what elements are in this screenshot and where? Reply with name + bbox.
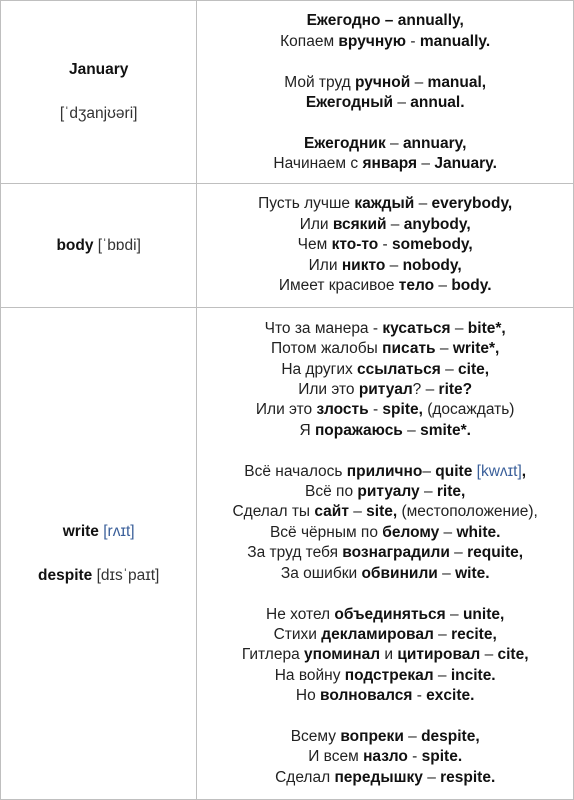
- text-segment: –: [348, 503, 367, 521]
- verse-line: [197, 32, 573, 52]
- bold-segment: подстрекал: [344, 666, 434, 684]
- verse-line: [197, 421, 573, 441]
- text-segment: Потом жалобы: [271, 340, 383, 358]
- text-segment: –: [450, 319, 468, 337]
- text-segment: Всё чёрным по: [269, 523, 383, 541]
- headword-line: [1, 235, 196, 257]
- text-segment: –: [410, 73, 428, 91]
- bold-segment: упоминал: [304, 646, 381, 664]
- stanza: [197, 727, 573, 788]
- verse-line: [197, 380, 573, 400]
- verse-line: [197, 93, 573, 113]
- text-segment: Мой труд: [284, 73, 356, 91]
- bold-segment: nobody,: [402, 256, 462, 274]
- bold-segment: annual.: [410, 94, 465, 111]
- text-segment: Или это: [298, 381, 359, 399]
- text-segment: -: [412, 687, 427, 705]
- table-row: [1, 1, 574, 184]
- bold-segment: волновался: [320, 687, 413, 705]
- stanza: [197, 605, 573, 707]
- verse-line: [197, 768, 573, 788]
- text-segment: -: [378, 236, 393, 254]
- verse-line: [197, 194, 573, 214]
- bold-segment: вопреки: [340, 727, 404, 745]
- word-spacer: [1, 81, 196, 103]
- text-segment: Чем: [297, 236, 332, 254]
- headword-line: [1, 59, 196, 81]
- table-row: [1, 308, 574, 800]
- verse-line: [197, 747, 573, 767]
- bold-segment: всякий: [332, 215, 387, 233]
- bold-segment: вручную: [338, 32, 407, 50]
- bold-segment: Ежегодник: [303, 134, 386, 152]
- bold-segment: excite.: [426, 687, 475, 705]
- verse-line: [197, 360, 573, 380]
- stanza-gap: [197, 52, 573, 72]
- bold-segment: manual,: [427, 73, 487, 91]
- stanza-gap: [197, 113, 573, 133]
- headword: despite: [38, 566, 93, 584]
- bold-segment: ссылаться: [357, 360, 441, 378]
- bold-segment: despite,: [421, 727, 480, 745]
- text-segment: За труд тебя: [247, 544, 343, 562]
- text-segment: –: [445, 605, 463, 623]
- verse-line: [197, 276, 573, 296]
- bold-segment: поражаюсь: [314, 421, 403, 439]
- word-cell: [1, 184, 197, 308]
- bold-segment: кусаться: [382, 319, 451, 337]
- text-segment: –: [386, 215, 404, 233]
- bold-segment: никто: [341, 256, 386, 274]
- text-segment: Сделал: [275, 768, 335, 786]
- bold-segment: белому: [382, 523, 440, 541]
- text-segment: –: [419, 483, 437, 501]
- text-segment: Что за манера -: [264, 319, 383, 337]
- stanza: [197, 73, 573, 114]
- text-segment: Всему: [290, 727, 341, 745]
- text-segment: -: [406, 32, 420, 50]
- bold-segment: Ежегодно – annually,: [306, 12, 464, 30]
- bold-segment: annuary,: [402, 134, 467, 152]
- bold-segment: rite,: [436, 483, 466, 501]
- text-segment: -: [407, 748, 422, 766]
- headword-line: [1, 521, 196, 543]
- text-segment: И всем: [308, 748, 364, 766]
- text-segment: Всё началось: [244, 462, 347, 480]
- headword: January: [68, 61, 129, 78]
- bold-segment: manually.: [419, 32, 491, 50]
- text-segment: –: [435, 340, 453, 358]
- bold-segment: тело: [398, 277, 435, 295]
- text-segment: (досаждать): [422, 401, 515, 419]
- verse-cell: [197, 184, 574, 308]
- text-segment: –: [385, 256, 403, 274]
- bold-segment: write*,: [452, 340, 500, 358]
- verse-cell: [197, 1, 574, 184]
- word-cell: [1, 1, 197, 184]
- bold-segment: злость: [316, 401, 369, 419]
- verse-cell: [197, 308, 574, 800]
- verse-line: [197, 482, 573, 502]
- bold-segment: cite,: [497, 646, 529, 664]
- stanza-gap: [197, 707, 573, 727]
- verse-line: [197, 462, 573, 482]
- verse-line: [197, 502, 573, 522]
- verse-line: [197, 134, 573, 154]
- text-segment: –: [422, 768, 441, 786]
- bold-segment: body.: [451, 277, 492, 295]
- verse-line: [197, 625, 573, 645]
- bold-segment: white.: [456, 523, 501, 541]
- word-cell: [1, 308, 197, 800]
- headword-line: [1, 565, 196, 587]
- bold-segment: кто-то: [331, 236, 379, 254]
- verse-line: [197, 727, 573, 747]
- text-segment: [kwʌɪt]: [472, 462, 522, 480]
- bold-segment: spite.: [421, 748, 463, 766]
- bold-segment: incite.: [450, 666, 496, 684]
- text-segment: Имеет красивое: [278, 277, 399, 295]
- text-segment: Но: [295, 687, 321, 705]
- text-segment: За ошибки: [280, 564, 362, 582]
- verse-line: [197, 319, 573, 339]
- transcription: [ˈdʒanjʊəri]: [59, 105, 138, 122]
- bold-segment: ,: [521, 462, 527, 480]
- verse-line: [197, 256, 573, 276]
- text-segment: Сделал ты: [232, 503, 315, 521]
- text-segment: Я: [299, 421, 315, 439]
- text-segment: и: [380, 646, 398, 664]
- bold-segment: quite: [435, 462, 473, 480]
- bold-segment: recite,: [451, 625, 497, 643]
- text-segment: Не хотел: [266, 605, 335, 623]
- text-segment: (местоположение),: [397, 503, 538, 521]
- bold-segment: requite,: [467, 544, 524, 562]
- text-segment: Всё по: [305, 483, 358, 501]
- stanza-gap: [197, 441, 573, 461]
- bold-segment: anybody,: [403, 215, 471, 233]
- headword: write: [62, 522, 99, 540]
- text-segment: –: [437, 564, 456, 582]
- stanza: [197, 11, 573, 52]
- verse-line: [197, 605, 573, 625]
- transcription: [dɪsˈpaɪt]: [96, 566, 160, 584]
- stanza: [197, 319, 573, 441]
- text-segment: –: [414, 195, 432, 213]
- stanza: [197, 194, 573, 296]
- bold-segment: писать: [382, 340, 436, 358]
- text-segment: Начинаем с: [273, 155, 363, 173]
- text-segment: Или: [308, 256, 342, 274]
- text-segment: На войну: [274, 666, 345, 684]
- text-segment: Или: [299, 215, 333, 233]
- verse-line: [197, 400, 573, 420]
- stanza-gap: [197, 584, 573, 604]
- bold-segment: прилично: [346, 462, 423, 480]
- bold-segment: обвинили: [361, 564, 438, 582]
- text-segment: Или это: [255, 401, 317, 419]
- text-segment: -: [368, 401, 383, 419]
- text-segment: –: [403, 727, 422, 745]
- text-segment: Гитлера: [241, 646, 304, 664]
- text-segment: –: [440, 360, 459, 378]
- verse-line: [197, 523, 573, 543]
- bold-segment: сайт: [314, 503, 349, 521]
- bold-segment: вознаградили: [342, 544, 450, 562]
- verse-line: [197, 235, 573, 255]
- bold-segment: spite,: [382, 401, 423, 419]
- transcription: [rʌɪt]: [103, 522, 135, 540]
- verse-line: [197, 666, 573, 686]
- transcription: [ˈbɒdi]: [97, 236, 141, 254]
- bold-segment: каждый: [354, 195, 415, 213]
- bold-segment: Ежегодный: [305, 94, 394, 111]
- bold-segment: ритуалу: [357, 483, 420, 501]
- bold-segment: unite,: [462, 605, 505, 623]
- headword: body: [56, 236, 94, 254]
- bold-segment: somebody,: [392, 236, 473, 254]
- verse-line: [197, 645, 573, 665]
- verse-line: [197, 215, 573, 235]
- text-segment: ? –: [412, 381, 439, 399]
- bold-segment: января: [362, 155, 418, 173]
- bold-segment: передышку: [334, 768, 423, 786]
- bold-segment: rite?: [438, 381, 473, 399]
- bold-segment: объединяться: [334, 605, 446, 623]
- word-spacer: [1, 543, 196, 565]
- stanza: [197, 134, 573, 175]
- text-segment: –: [434, 277, 452, 295]
- text-segment: –: [385, 134, 403, 152]
- text-segment: –: [422, 462, 436, 480]
- verse-line: [197, 73, 573, 93]
- bold-segment: ритуал: [358, 381, 413, 399]
- table-row: [1, 184, 574, 308]
- bold-segment: cite,: [458, 360, 490, 378]
- stanza: [197, 462, 573, 584]
- verse-line: [197, 339, 573, 359]
- text-segment: –: [417, 155, 435, 173]
- verse-line: [197, 543, 573, 563]
- bold-segment: ручной: [355, 73, 411, 91]
- text-segment: Копаем: [280, 32, 339, 50]
- verse-line: [197, 154, 573, 174]
- text-segment: –: [433, 625, 452, 643]
- text-segment: –: [439, 523, 457, 541]
- bold-segment: цитировал: [397, 646, 481, 664]
- verse-line: [197, 564, 573, 584]
- bold-segment: декламировал: [321, 625, 434, 643]
- bold-segment: назло: [363, 748, 408, 766]
- text-segment: –: [393, 94, 411, 111]
- bold-segment: everybody,: [431, 195, 513, 213]
- bold-segment: site,: [366, 503, 398, 521]
- text-segment: Пусть лучше: [258, 195, 355, 213]
- verse-line: [197, 11, 573, 31]
- text-segment: –: [449, 544, 468, 562]
- text-segment: –: [402, 421, 421, 439]
- bold-segment: smite*.: [420, 421, 471, 439]
- bold-segment: January.: [434, 155, 497, 173]
- text-segment: Стихи: [273, 625, 322, 643]
- text-segment: –: [480, 646, 498, 664]
- verse-line: [197, 686, 573, 706]
- text-segment: –: [433, 666, 451, 684]
- bold-segment: respite.: [440, 768, 496, 786]
- bold-segment: bite*,: [467, 319, 506, 337]
- bold-segment: wite.: [455, 564, 490, 582]
- text-segment: На других: [281, 360, 358, 378]
